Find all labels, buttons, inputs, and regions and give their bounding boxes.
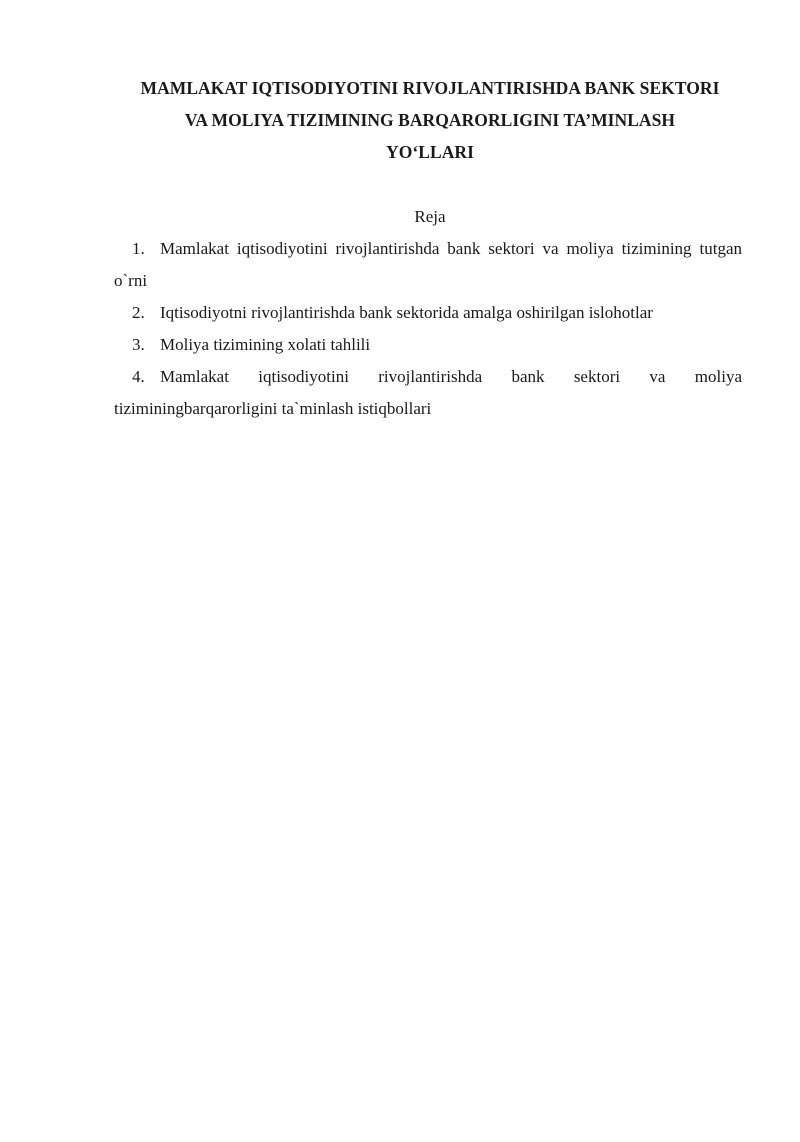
plan-list xyxy=(114,233,742,425)
title-line: MAMLAKAT IQTISODIYOTINI RIVOJLANTIRISHDA BANK SEKTORI xyxy=(140,78,720,98)
plan-item-text: Moliya tizimining xolati tahlili xyxy=(160,335,371,354)
plan-item-number: 4. xyxy=(132,367,145,386)
plan-item-text: Mamlakat iqtisodiyotini rivojlantirishda bank sektori va moliya tizimining tutgan o`rni xyxy=(114,239,742,290)
plan-heading: Reja xyxy=(414,207,446,226)
plan-item-text: Iqtisodiyotni rivojlantirishda bank sektorida amalga oshirilgan islohotlar xyxy=(160,303,653,322)
plan-item-number: 2. xyxy=(132,303,145,322)
plan-item xyxy=(114,361,742,425)
document-title xyxy=(110,72,750,168)
plan-item-text: Mamlakat iqtisodiyotini rivojlantirishda bank sektori va moliya tiziminingbarqarorligini ta`minlash istiqbollari xyxy=(114,367,742,418)
plan-item-number: 1. xyxy=(132,239,145,258)
plan-item xyxy=(114,233,742,297)
title-line: VA MOLIYA TIZIMINING BARQARORLIGINI TA’MINLASH xyxy=(184,110,676,130)
plan-item-number: 3. xyxy=(132,335,145,354)
title-line: YO‘LLARI xyxy=(386,142,474,162)
plan-item xyxy=(114,297,742,329)
plan-item xyxy=(114,329,742,361)
